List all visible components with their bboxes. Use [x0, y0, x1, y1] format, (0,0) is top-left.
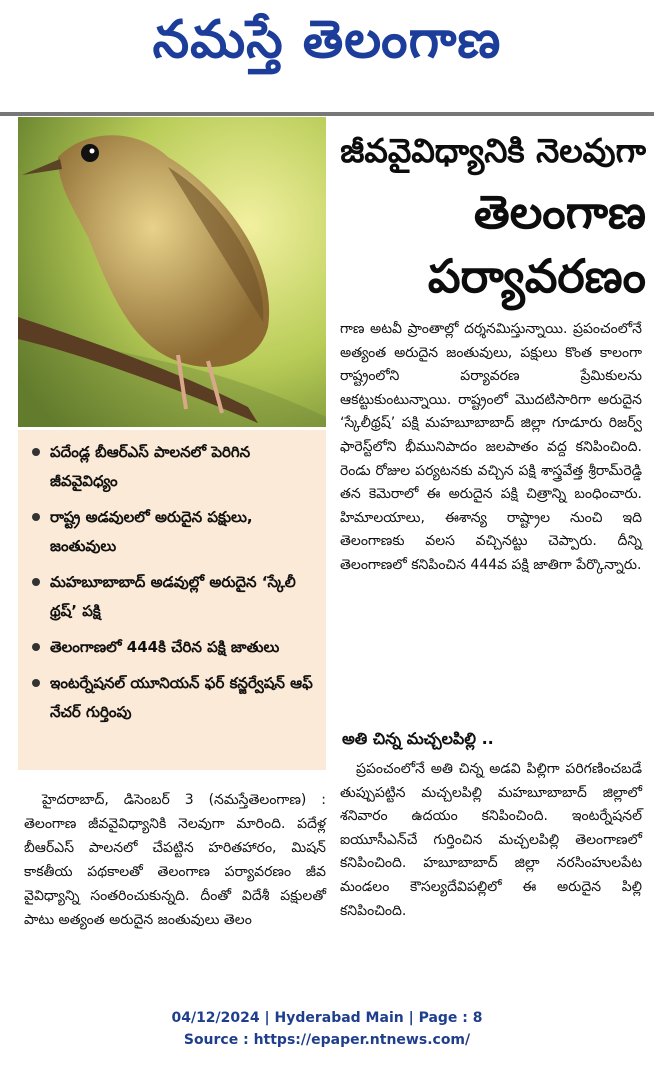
article-left-column	[24, 788, 326, 932]
masthead	[0, 0, 654, 108]
highlight-item: తెలంగాణలో 444కి చేరిన పక్షి జాతులు	[32, 633, 320, 662]
bullet-icon	[32, 643, 40, 651]
bullet-icon	[32, 513, 40, 521]
highlight-item: పదేండ్ల బీఆర్‌ఎస్‌ పాలనలో పెరిగిన జీవవైవిధ్యం	[32, 438, 320, 496]
highlight-item: మహబూబాబాద్‌ అడవుల్లో అరుదైన ‘స్కేలీ థ్రష్‌’ పక్షి	[32, 568, 320, 626]
headline-line-3: పర్యావరణం	[427, 249, 646, 303]
article-subhead: అతి చిన్న మచ్చలపిల్లి ..	[342, 729, 494, 748]
article-paragraph-right-2: ప్రపంచంలోనే అతి చిన్న అడవి పిల్లిగా పరిగణించబడే తుప్పుపట్టిన మచ్చలపిల్లి మహబూబాబాద్‌ జిల్లాలో శనివారం ఉదయం కనిపించింది. ఇంటర్నేషనల్‌ ఐయూసీఎన్‌చే గుర్తించిన మచ్చలపిల్లి తెలంగాణలో కనిపించింది. హబూబాబాద్‌ జిల్లా నరసింహులపేట మండలం కౌసల్యదేవిపల్లిలో ఈ అరుదైన పిల్లి కనిపించింది.	[340, 761, 642, 919]
bullet-icon	[32, 679, 40, 687]
headline-line-2: తెలంగాణ	[473, 185, 646, 239]
bullet-icon	[32, 578, 40, 586]
highlights-box	[18, 430, 326, 770]
article-paragraph-right: గాణ అటవీ ప్రాంతాల్లో దర్శనమిస్తున్నాయి. ప్రపంచంలోనే అత్యంత అరుదైన జంతువులు, పక్షులు కొంత కాలంగా రాష్ట్రంలోని పర్యావరణ ప్రేమికులను ఆకట్టుకుంటున్నాయి. రాష్ట్రంలో మొదటిసారిగా అరుదైన ‘స్కేలీథ్రష్‌’ పక్షి మహబూబాబాద్‌ జిల్లా గూడూరు రిజర్వ్‌ ఫారెస్ట్‌లోని భీమునిపాదం జలపాతం వద్ద కనిపించింది. రెండు రోజుల పర్యటనకు వచ్చిన పక్షి శాస్త్రవేత్త శ్రీరామ్‌రెడ్డి తన కెమెరాలో ఈ అరుదైన పక్షి చిత్రాన్ని బంధించారు. హిమాలయాలు, ఈశాన్య రాష్ట్రాల నుంచి ఇది తెలంగాణకు వలస వచ్చినట్టు చెప్పారు. దీన్ని తెలంగాణలో కనిపించిన 444వ పక్షి జాతిగా పేర్కొన్నారు.	[340, 321, 642, 573]
edition-info: 04/12/2024 | Hyderabad Main | Page : 8	[171, 1010, 483, 1026]
bird-photo-icon	[18, 117, 326, 427]
masthead-divider	[0, 112, 654, 116]
headline-line-1: జీవవైవిధ్యానికి నెలవుగా	[340, 131, 646, 170]
newspaper-title: నమస్తే తెలంగాణ	[152, 9, 502, 70]
highlight-item: ఇంటర్నేషనల్‌ యూనియన్‌ ఫర్‌ కన్జర్వేషన్‌ ఆఫ్‌ నేచర్‌ గుర్తింపు	[32, 669, 320, 727]
bullet-icon	[32, 448, 40, 456]
source-link[interactable]: Source : https://epaper.ntnews.com/	[183, 1032, 471, 1048]
article-right-column-2	[340, 758, 642, 923]
article-right-column	[340, 318, 642, 578]
article-paragraph-left: హైదరాబాద్‌, డిసెంబర్‌ 3 (నమస్తేతెలంగాణ) : తెలంగాణ జీవవైవిధ్యానికి నెలవుగా మారింది. పదేళ్ల బీఆర్‌ఎస్‌ పాలనలో చేపట్టిన హరితహారం, మిషన్‌ కాకతీయ పథకాలతో తెలంగాణ పర్యావరణం జీవ వైవిధ్యాన్ని సంతరించుకున్నది. దీంతో విదేశీ పక్షులతో పాటు అత్యంత అరుదైన జంతువులు తెలం	[24, 792, 326, 928]
highlight-item: రాష్ట్ర అడవులలో అరుదైన పక్షులు, జంతువులు	[32, 503, 320, 561]
headline	[330, 122, 646, 308]
page-footer	[0, 1007, 654, 1051]
